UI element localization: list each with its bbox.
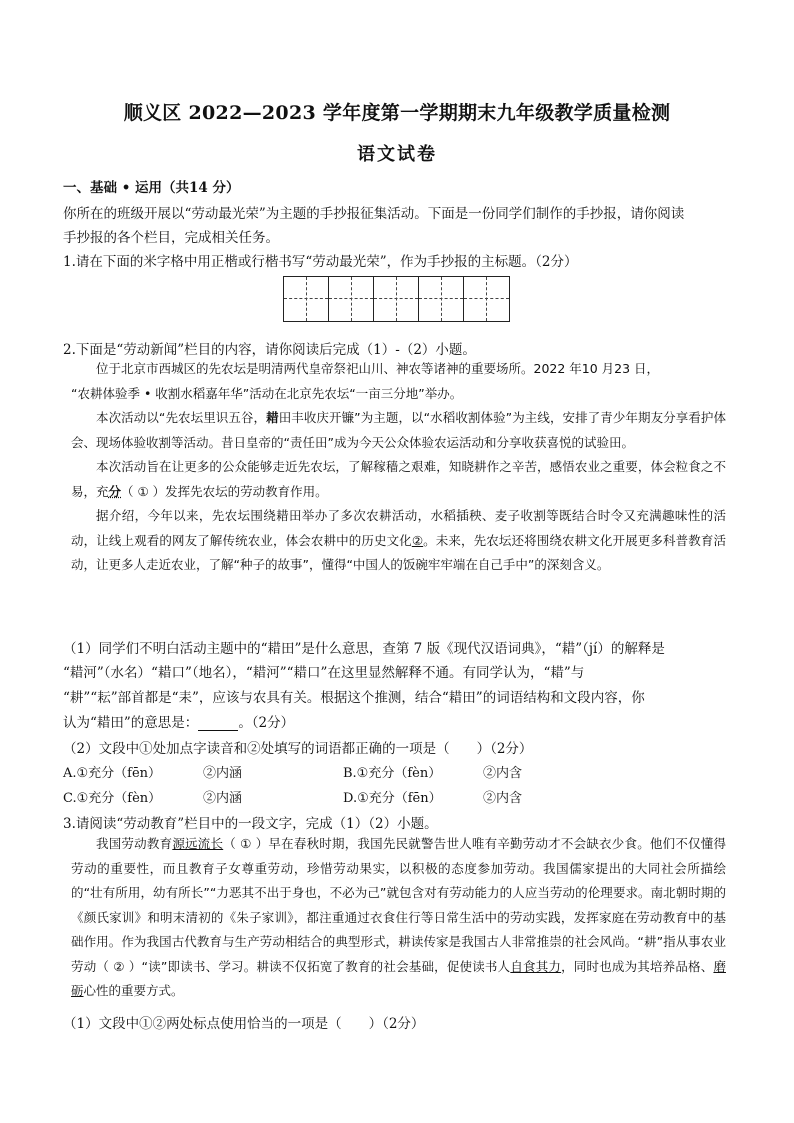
news-para-1: 位于北京市西城区的先农坛是明清两代皇帝祭祀山川、神农等诸神的重要场所。2022 年10 月23 日， “农耕体验季 • 收割水稻嘉年华”活动在北京先农坛“一亩三分地”举办。 (71, 361, 660, 401)
option-d-2: ②内含 (483, 791, 523, 806)
intro-line-1: 你所在的班级开展以“劳动最光荣”为主题的手抄报征集活动。下面是一份同学们制作的手抄报，请你阅读 (63, 206, 685, 222)
grid-cell[interactable] (329, 277, 374, 321)
option-a-2: ②内涵 (203, 766, 243, 781)
option-d-1[interactable]: D.①充分（fēn） (343, 791, 442, 806)
news-para-3: 本次活动旨在让更多的公众能够走近先农坛，了解稼穑之艰难，知晓耕作之辛苦，感悟农业之重要，体会粒食之不易，充分（ ① ）发挥先农坛的劳动教育作用。 (71, 459, 726, 499)
q3-sub1: （1）文段中①②两处标点使用恰当的一项是（ ）（2分） (63, 1016, 425, 1032)
option-c-1[interactable]: C.①充分（fèn） (63, 791, 162, 806)
writing-grid[interactable] (283, 276, 510, 322)
question-1: 1.请在下面的米字格中用正楷或行楷书写“劳动最光荣”，作为手抄报的主标题。（2分） (63, 254, 578, 270)
labor-para: 我国劳动教育源远流长（ ① ）早在春秋时期，我国先民就警告世人唯有辛勤劳动才不会缺衣少食。他们不仅懂得劳动的重要性，而且教育子女尊重劳动，珍惜劳动果实，以积极的态度参加劳动。我国儒家提出的大同社会所描绘的“壮有所用，幼有所长”“力恶其不出于身也，不必为己”就包含对有劳动能力的人应当劳动的伦理要求。南北朝时期的《颜氏家训》和明末清初的《朱子家训》，都注重通过衣食住行等日常生活中的劳动实践，发挥家庭在劳动教育中的基础作用。作为我国古代教育与生产劳动相结合的典型形式，耕读传家是我国古人非常推崇的社会风尚。“耕”指从事农业劳动（ ② ）“读”即读书、学习。耕读不仅拓宽了教育的社会基础，促使读书人自食其力，同时也成为其培养品格、磨砺心性的重要方式。 (71, 836, 726, 998)
option-c-2: ②内涵 (203, 791, 243, 806)
grid-cell[interactable] (374, 277, 419, 321)
q2-sub1-line1: （1）同学们不明白活动主题中的“耤田”是什么意思，查第 7 版《现代汉语词典》，“耤”（jí）的解释是 (63, 641, 665, 657)
news-passage (71, 357, 726, 578)
q2-sub1-line4: 认为“耤田”的意思是： 。（2分） (63, 715, 295, 731)
section-heading: 一、基础 • 运用（共14 分） (63, 180, 240, 196)
q2-sub1-line2: “耤河”（水名）“耤口”（地名），“耤河”“耤口”在这里显然解释不通。有同学认为，“耤”与 (63, 665, 585, 681)
question-2: 2.下面是“劳动新闻”栏目的内容，请你阅读后完成（1）-（2）小题。 (63, 342, 476, 358)
exam-title: 顺义区 2022—2023 学年度第一学期期末九年级教学质量检测 (123, 102, 671, 124)
option-a-1[interactable]: A.①充分（fēn） (63, 766, 162, 781)
grid-cell[interactable] (284, 277, 329, 321)
q2-sub2: （2）文段中①处加点字读音和②处填写的词语都正确的一项是（ ）（2分） (63, 741, 533, 757)
news-para-4: 据介绍，今年以来，先农坛围绕耤田举办了多次农耕活动，水稻插秧、麦子收割等既结合时令又充满趣味性的活动，让线上观看的网友了解传统农业，体会农耕中的历史文化②。未来，先农坛还将围绕农耕文化开展更多科普教育活动，让更多人走近农业，了解“种子的故事”，懂得“中国人的饭碗牢牢端在自己手中”的深刻含义。 (71, 508, 726, 572)
grid-cell[interactable] (419, 277, 464, 321)
news-para-2: 本次活动以“先农坛里识五谷，耤田丰收庆开镰”为主题，以“水稻收割体验”为主线，安排了青少年期友分享看护体会、现场体验收割等活动。昔日皇帝的“责任田”成为今天公众体验农运活动和分享收获喜悦的试验田。 (71, 410, 726, 450)
labor-passage (71, 832, 726, 1004)
blank-2[interactable]: ② (411, 532, 424, 548)
intro-line-2: 手抄报的各个栏目，完成相关任务。 (63, 230, 279, 246)
exam-subtitle: 语文试卷 (357, 144, 437, 165)
question-3: 3.请阅读“劳动教育”栏目中的一段文字，完成（1）（2）小题。 (63, 816, 438, 832)
option-b-2: ②内含 (483, 766, 523, 781)
option-b-1[interactable]: B.①充分（fèn） (343, 766, 442, 781)
grid-cell[interactable] (464, 277, 509, 321)
q2-sub1-line3: “耕”“耘”部首都是“耒”，应该与农具有关。根据这个推测，结合“耤田”的词语结构和文段内容，你 (63, 690, 645, 706)
answer-blank[interactable] (198, 718, 238, 731)
